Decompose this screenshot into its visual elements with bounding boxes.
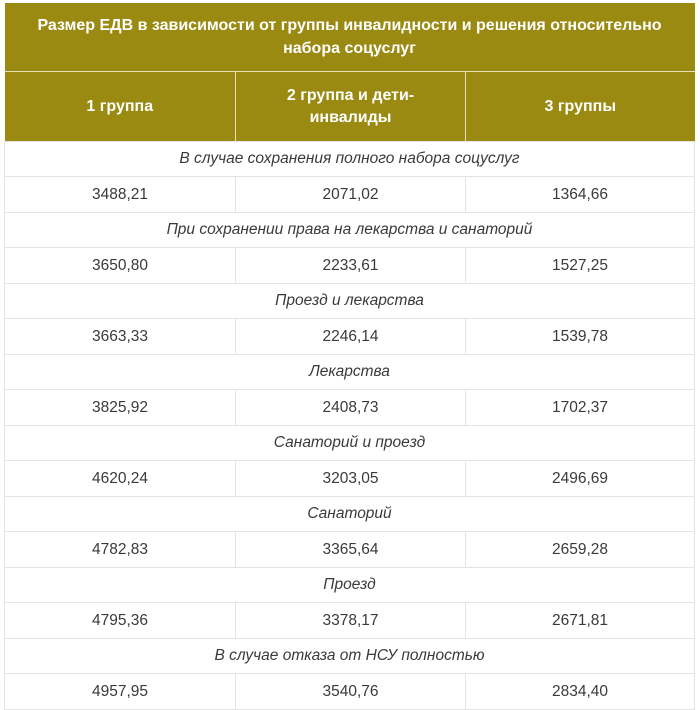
- section-label: В случае сохранения полного набора соцуслуг: [5, 142, 695, 177]
- value-group-1: 4957,95: [5, 674, 236, 710]
- value-group-3: 1539,78: [466, 319, 695, 355]
- header-group-3: 3 группы: [466, 72, 695, 142]
- value-group-3: 2659,28: [466, 532, 695, 568]
- table-row: [5, 177, 695, 213]
- value-group-2: 2408,73: [236, 390, 466, 426]
- value-group-1: 4782,83: [5, 532, 236, 568]
- table-row: [5, 532, 695, 568]
- header-row: [5, 72, 695, 142]
- edv-table-container: [4, 3, 694, 710]
- section-row: [5, 568, 695, 603]
- section-row: [5, 355, 695, 390]
- section-label: Лекарства: [5, 355, 695, 390]
- section-row: [5, 639, 695, 674]
- value-group-2: 3203,05: [236, 461, 466, 497]
- value-group-2: 2233,61: [236, 248, 466, 284]
- table-row: [5, 674, 695, 710]
- section-label: Санаторий: [5, 497, 695, 532]
- value-group-1: 3825,92: [5, 390, 236, 426]
- value-group-1: 3488,21: [5, 177, 236, 213]
- section-row: [5, 142, 695, 177]
- section-row: [5, 426, 695, 461]
- value-group-3: 2496,69: [466, 461, 695, 497]
- section-label: Проезд и лекарства: [5, 284, 695, 319]
- table-title: Размер ЕДВ в зависимости от группы инвалидности и решения относительно набора соцуслуг: [5, 3, 695, 72]
- value-group-1: 4795,36: [5, 603, 236, 639]
- value-group-2: 2246,14: [236, 319, 466, 355]
- section-row: [5, 284, 695, 319]
- header-group-2: 2 группа и дети-инвалиды: [236, 72, 466, 142]
- value-group-1: 3663,33: [5, 319, 236, 355]
- section-label: Санаторий и проезд: [5, 426, 695, 461]
- section-row: [5, 213, 695, 248]
- value-group-2: 3540,76: [236, 674, 466, 710]
- table-row: [5, 248, 695, 284]
- value-group-3: 1702,37: [466, 390, 695, 426]
- value-group-2: 3365,64: [236, 532, 466, 568]
- table-row: [5, 319, 695, 355]
- value-group-3: 2671,81: [466, 603, 695, 639]
- section-label: При сохранении права на лекарства и санаторий: [5, 213, 695, 248]
- section-row: [5, 497, 695, 532]
- value-group-3: 1364,66: [466, 177, 695, 213]
- section-label: В случае отказа от НСУ полностью: [5, 639, 695, 674]
- value-group-1: 3650,80: [5, 248, 236, 284]
- value-group-2: 2071,02: [236, 177, 466, 213]
- section-label: Проезд: [5, 568, 695, 603]
- value-group-2: 3378,17: [236, 603, 466, 639]
- value-group-3: 1527,25: [466, 248, 695, 284]
- title-row: [5, 3, 695, 72]
- value-group-1: 4620,24: [5, 461, 236, 497]
- table-row: [5, 603, 695, 639]
- table-row: [5, 461, 695, 497]
- edv-table: [4, 3, 695, 710]
- table-row: [5, 390, 695, 426]
- header-group-1: 1 группа: [5, 72, 236, 142]
- value-group-3: 2834,40: [466, 674, 695, 710]
